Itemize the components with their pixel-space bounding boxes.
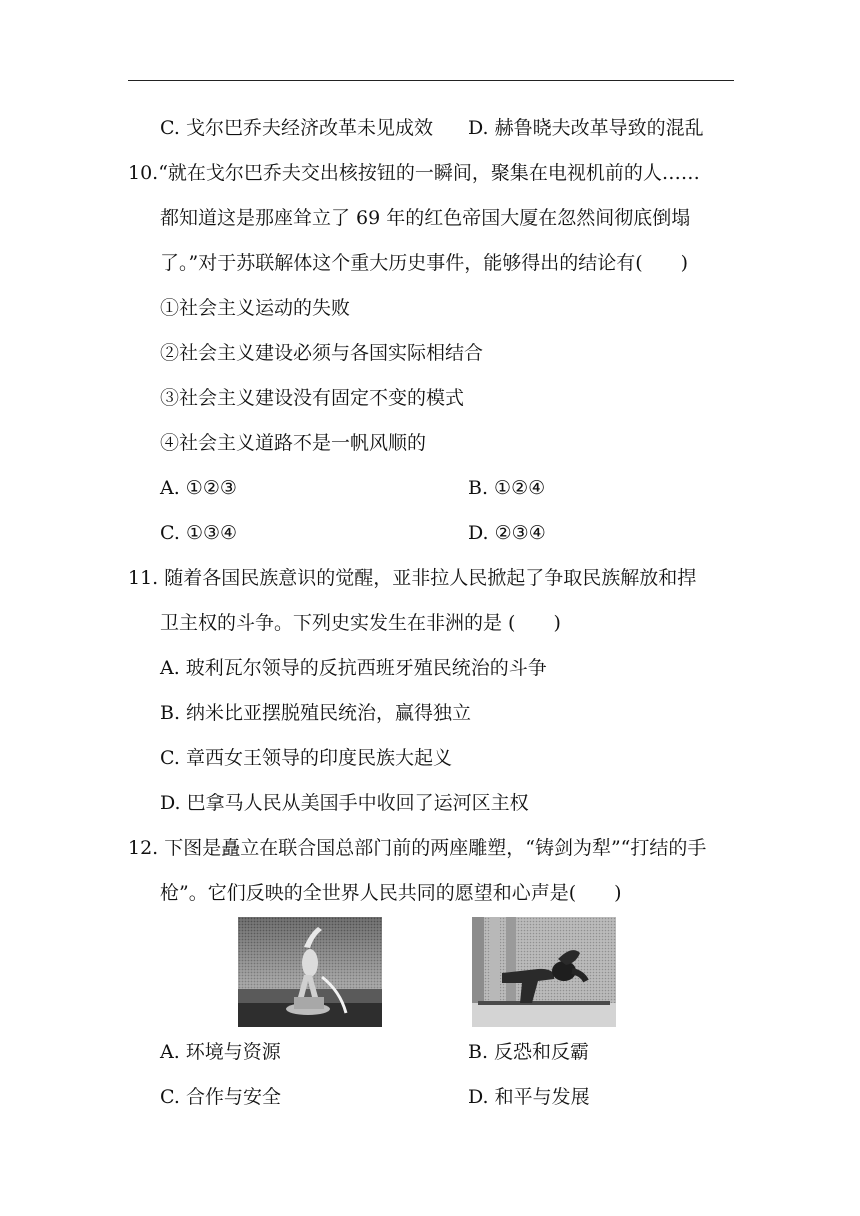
q12-stem-line-1: 12. 下图是矗立在联合国总部门前的两座雕塑，“铸剑为犁”“打结的手 (128, 837, 707, 859)
q12-option-c: C. 合作与安全 (160, 1086, 281, 1108)
q10-stem-line-2: 都知道这是那座耸立了 69 年的红色帝国大厦在忽然间彻底倒塌 (160, 207, 691, 229)
q10-stem-line-3: 了。”对于苏联解体这个重大历史事件，能够得出的结论有( ) (160, 252, 689, 274)
header-rule (128, 80, 734, 81)
q10-statement-4: ④社会主义道路不是一帆风顺的 (160, 432, 427, 454)
q10-statement-2: ②社会主义建设必须与各国实际相结合 (160, 342, 484, 364)
q11-option-b: B. 纳米比亚摆脱殖民统治，赢得独立 (160, 702, 472, 724)
q10-statement-1: ①社会主义运动的失败 (160, 297, 351, 319)
sculpture-swords-to-plowshares-image (238, 917, 382, 1027)
q11-option-a: A. 玻利瓦尔领导的反抗西班牙殖民统治的斗争 (160, 657, 547, 679)
q12-stem-line-2: 枪”。它们反映的全世界人民共同的愿望和心声是( ) (160, 882, 622, 904)
q10-statement-3: ③社会主义建设没有固定不变的模式 (160, 387, 465, 409)
q10-option-b: B. ①②④ (468, 477, 546, 499)
q11-stem-line-2: 卫主权的斗争。下列史实发生在非洲的是 ( ) (160, 612, 561, 634)
q10-option-a: A. ①②③ (160, 477, 237, 499)
q10-option-c: C. ①③④ (160, 522, 238, 544)
q10-option-d: D. ②③④ (468, 522, 546, 544)
prev-option-c: C. 戈尔巴乔夫经济改革未见成效 (160, 117, 433, 139)
q11-option-c: C. 章西女王领导的印度民族大起义 (160, 747, 452, 769)
prev-option-d: D. 赫鲁晓夫改革导致的混乱 (468, 117, 704, 139)
sculpture-knotted-gun-image (472, 917, 616, 1027)
q11-option-d: D. 巴拿马人民从美国手中收回了运河区主权 (160, 792, 529, 814)
q12-option-b: B. 反恐和反霸 (468, 1041, 590, 1063)
q12-option-a: A. 环境与资源 (160, 1041, 281, 1063)
q11-stem-line-1: 11. 随着各国民族意识的觉醒，亚非拉人民掀起了争取民族解放和捍 (128, 567, 697, 589)
q12-option-d: D. 和平与发展 (468, 1086, 590, 1108)
q10-stem-line-1: 10.“就在戈尔巴乔夫交出核按钮的一瞬间，聚集在电视机前的人…… (128, 162, 700, 184)
